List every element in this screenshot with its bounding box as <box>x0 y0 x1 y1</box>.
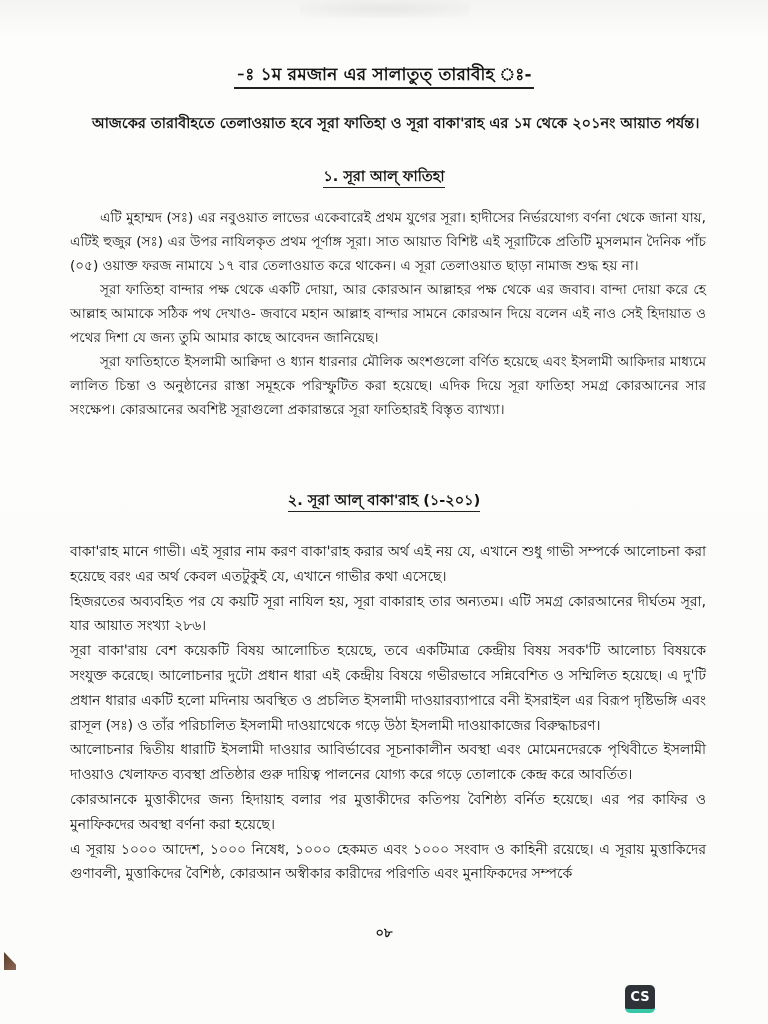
page-title-text: -ঃ ১ম রমজান এর সালাতুত্ তারাবীহ ঃ- <box>234 65 534 89</box>
paragraph: সূরা বাকা'রায় বেশ কয়েকটি বিষয় আলোচিত হয়েছে, তবে একটিমাত্র কেন্দ্রীয় বিষয় সবক'টি আলোচ্য বিষয়কে সংযুক্ত করেছে। আলোচনার দুটো প্রধান ধারা এই কেন্দ্রীয় বিষয়ে গভীরভাবে সন্নিবেশিত ও সম্মিলিত হয়েছে। এ দু'টি প্রধান ধারার একটি হলো মদিনায় অবস্থিত ও প্রচলিত ইসলামী দাওয়ারব্যাপারে বনী ইসরাইল এর বিরূপ দৃষ্টিভঙ্গি এবং রাসূল (সঃ) ও তাঁর পরিচালিত ইসলামী দাওয়াথেকে গড়ে উঠা ইসলামী দাওয়াকাজের বিরুদ্ধাচরণ। <box>70 643 706 734</box>
paragraph: বাকা'রাহ মানে গাভী। এই সূরার নাম করণ বাকা'রাহ করার অর্থ এই নয় যে, এখানে শুধু গাভী সম্পর্কে আলোচনা করা হয়েছে বরং এর অর্থ কেবল এতটুকুই যে, এখানে গাভীর কথা এসেছে। <box>70 544 706 585</box>
intro-paragraph: আজকের তারাবীহতে তেলাওয়াত হবে সূরা ফাতিহা ও সূরা বাকা'রাহ এর ১ম থেকে ২০১নং আয়াত পর্যন্ত। <box>92 116 700 132</box>
paragraph: আলোচনার দ্বিতীয় ধারাটি ইসলামী দাওয়ার আবির্ভাবের সূচনাকালীন অবস্থা এবং মোমেনদেরকে পৃথিবীতে ইসলামী দাওয়াও খেলাফত ব্যবস্থা প্রতিষ্ঠার গুরু দায়িত্ব পালনের যোগ্য করে গড়ে তোলাকে কেন্দ্র করে আবর্তিত। <box>70 742 706 784</box>
section-heading-fatiha <box>0 166 768 190</box>
camscanner-logo-icon: CS <box>625 985 655 1013</box>
page-corner-mark <box>4 952 16 970</box>
paragraph: এ সূরায় ১০০০ আদেশ, ১০০০ নিষেধ, ১০০০ হেকমত এবং ১০০০ সংবাদ ও কাহিনী রয়েছে। এ সূরায় মুত্তাকিদের গুণাবলী, মুত্তাকিদের বৈশিষ্ঠ, কোরআন অস্বীকার কারীদের পরিণতি এবং মুনাফিকদের সম্পর্কে <box>70 841 706 883</box>
section-body-fatiha <box>70 206 706 422</box>
paragraph: সূরা ফাতিহাতে ইসলামী আক্বিদা ও ধ্যান ধারনার মৌলিক অংশগুলো বর্ণিত হয়েছে এবং ইসলামী আকিদার মাধ্যমে লালিত চিন্তা ও অনুষ্ঠানের রাস্তা সমূহকে পরিস্ফুটিত করা হয়েছে। এদিক দিয়ে সূরা ফাতিহা সমগ্র কোরআনের সার সংক্ষেপ। কোরআনের অবশিষ্ট সূরাগুলো প্রকারান্তরে সূরা ফাতিহারই বিস্তৃত ব্যাখ্যা। <box>70 354 706 418</box>
page-number: ০৮ <box>375 926 393 941</box>
section-body-baqarah <box>70 540 706 887</box>
section-heading-baqarah-text: ২. সূরা আল্ বাকা'রাহ (১-২০১) <box>288 493 480 512</box>
section-heading-fatiha-text: ১. সূরা আল্ ফাতিহা <box>323 169 444 188</box>
paragraph: কোরআনকে মুত্তাকীদের জন্য হিদায়াহ বলার পর মুত্তাকীদের কতিপয় বৈশিষ্ঠ্য বর্নিত হয়েছে। এর পর কাফির ও মুনাফিকদের অবস্থা বর্ণনা করা হয়েছে। <box>70 791 706 833</box>
paragraph: এটি মুহাম্মদ (সঃ) এর নবুওয়াত লাভের একেবারেই প্রথম যুগের সূরা। হাদীসের নির্ভরযোগ্য বর্ণনা থেকে জানা যায়, এটিই হুজুর (সঃ) এর উপর নাযিলকৃত প্রথম পূর্ণাঙ্গ সূরা। সাত আয়াত বিশিষ্ট এই সূরাটিকে প্রতিটি মুসলমান দৈনিক পাঁচ (০৫) ওয়াক্ত ফরজ নামাযে ১৭ বার তেলাওয়াত করে থাকেন। এ সূরা তেলাওয়াত ছাড়া নামাজ শুদ্ধ হয় না। <box>70 210 706 274</box>
paragraph: হিজরতের অব্যবহিত পর যে কয়টি সূরা নাযিল হয়, সূরা বাকারাহ তার অন্যতম। এটি সমগ্র কোরআনের দীর্ঘতম সূরা, যার আয়াত সংখ্যা ২৮৬। <box>70 593 706 635</box>
paragraph: সূরা ফাতিহা বান্দার পক্ষ থেকে একটি দোয়া, আর কোরআন আল্লাহর পক্ষ থেকে এর জবাব। বান্দা দোয়া করে হে আল্লাহ আমাকে সঠিক পথ দেখাও- জবাবে মহান আল্লাহ বান্দার সামনে কোরআন দিয়ে বলেন এই নাও সেই হিদায়াত ও পথের দিশা যে জন্য তুমি আমার কাছে আবেদন জানিয়েছ। <box>70 282 706 346</box>
page-title <box>0 62 768 90</box>
section-heading-baqarah <box>0 490 768 514</box>
scan-shadow <box>300 0 470 18</box>
